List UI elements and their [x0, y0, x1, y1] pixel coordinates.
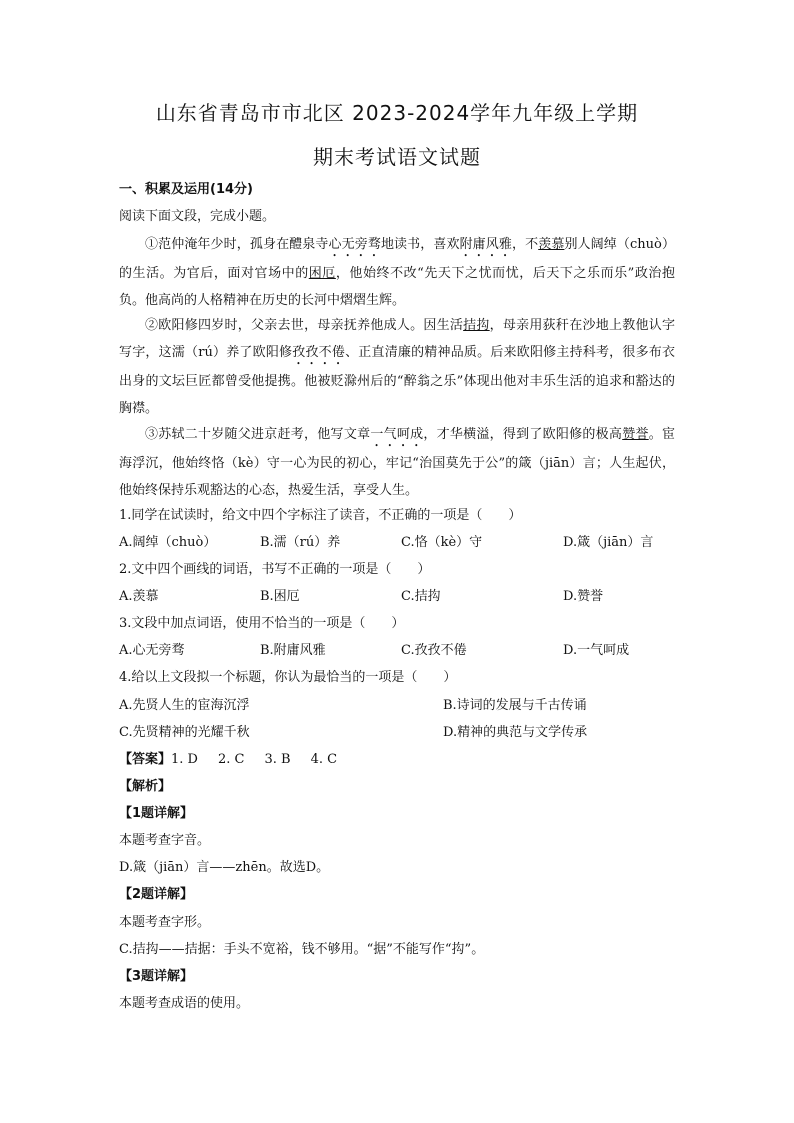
question-4-option-c: C.先贤精神的光耀千秋: [119, 725, 250, 740]
question-1-option-a: A.阔绰（chuò）: [119, 535, 217, 550]
section-heading: 一、积累及运用(14分): [119, 182, 253, 197]
question-3-stem: 3.文段中加点词语，使用不恰当的一项是（ ）: [119, 616, 405, 631]
question-4-option-a: A.先贤人生的宦海沉浮: [119, 698, 250, 713]
dotted-term: 附庸风雅: [459, 237, 513, 252]
exam-title-line1: 山东省青岛市市北区 2023-2024学年九年级上学期: [155, 101, 639, 125]
analysis-q1-label: 【1题详解】: [119, 806, 194, 821]
question-4-stem: 4.给以上文段拟一个标题，你认为最恰当的一项是（ ）: [119, 670, 457, 685]
analysis-q1-line2: D.箴（jiān）言——zhēn。故选D。: [119, 860, 330, 875]
analysis-q2-line2: C.拮抅——拮据：手头不宽裕，钱不够用。“据”不能写作“抅”。: [119, 942, 485, 957]
question-3-option-b: B.附庸风雅: [260, 643, 326, 658]
underlined-term: 困厄: [308, 266, 336, 281]
exam-title-line2: 期末考试语文试题: [313, 145, 481, 169]
analysis-q3-label: 【3题详解】: [119, 969, 194, 984]
question-3-option-a: A.心无旁骛: [119, 643, 185, 658]
analysis-q2-label: 【2题详解】: [119, 887, 194, 902]
question-1-option-b: B.濡（rú）养: [260, 535, 341, 550]
underlined-term: 拮抅: [463, 318, 490, 333]
passage-paragraph-1: ①范仲淹年少时，孤身在醴泉寺心无旁骛地读书，喜欢附庸风雅，不羡慕别人阔绰（chuò）的生活。为官后，面对官场中的困厄，他始终不改“先天下之忧而忧，后天下之乐而乐”政治抱负。他高尚的人格精神在历史的长河中熠熠生辉。: [119, 237, 675, 309]
answer-row: [119, 751, 337, 769]
answer-label: 【答案】: [119, 752, 172, 767]
dotted-term: 孜孜不倦: [292, 345, 346, 361]
answer-item-2: 2. C: [217, 752, 245, 767]
question-4-option-d: D.精神的典范与文学传承: [443, 725, 588, 740]
question-3-option-c: C.孜孜不倦: [401, 643, 467, 658]
analysis-label: 【解析】: [119, 779, 172, 794]
dotted-term: 一气呵成: [370, 427, 424, 442]
question-3-option-d: D.一气呵成: [563, 643, 630, 658]
dotted-term: 心无旁骛: [328, 237, 381, 252]
question-2-option-a: A.羡慕: [119, 589, 159, 604]
answer-item-4: 4. C: [310, 752, 338, 767]
question-1-option-d: D.箴（jiān）言: [563, 535, 654, 550]
analysis-q2-line1: 本题考查字形。: [119, 915, 211, 930]
analysis-q1-line1: 本题考查字音。: [119, 833, 211, 848]
underlined-term: 羡慕: [538, 237, 565, 252]
instruction-text: 阅读下面文段，完成小题。: [119, 209, 276, 224]
passage-paragraph-3: ③苏轼二十岁随父进京赶考，他写文章一气呵成，才华横溢，得到了欧阳修的极高赞誉。宦海浮沉，他始终恪（kè）守一心为民的初心，牢记“治国莫先于公”的箴（jiān）言；人生起伏，他始终保持乐观豁达的心态，热爱生活，享受人生。: [119, 427, 675, 499]
question-1-stem: 1.同学在试读时，给文中四个字标注了读音，不正确的一项是（ ）: [119, 508, 522, 523]
question-2-option-b: B.困厄: [260, 589, 300, 604]
question-2-option-c: C.拮抅: [401, 589, 441, 604]
answer-item-1: 1. D: [171, 752, 198, 767]
question-4-option-b: B.诗词的发展与千古传诵: [443, 698, 587, 713]
question-2-stem: 2.文中四个画线的词语，书写不正确的一项是（ ）: [119, 562, 431, 577]
question-2-option-d: D.赞誉: [563, 589, 604, 604]
underlined-term: 赞誉: [622, 427, 649, 442]
passage-paragraph-2: ②欧阳修四岁时，父亲去世，母亲抚养他成人。因生活拮抅，母亲用荻秆在沙地上教他认字写字，这濡（rú）养了欧阳修孜孜不倦、正直清廉的精神品质。后来欧阳修主持科考，很多布衣出身的文坛巨匠都曾受他提携。他被贬滁州后的“醉翁之乐”体现出他对丰乐生活的追求和豁达的胸襟。: [119, 318, 675, 417]
question-1-option-c: C.恪（kè）守: [401, 535, 483, 550]
analysis-q3-line1: 本题考查成语的使用。: [119, 996, 250, 1011]
answer-item-3: 3. B: [264, 752, 291, 767]
